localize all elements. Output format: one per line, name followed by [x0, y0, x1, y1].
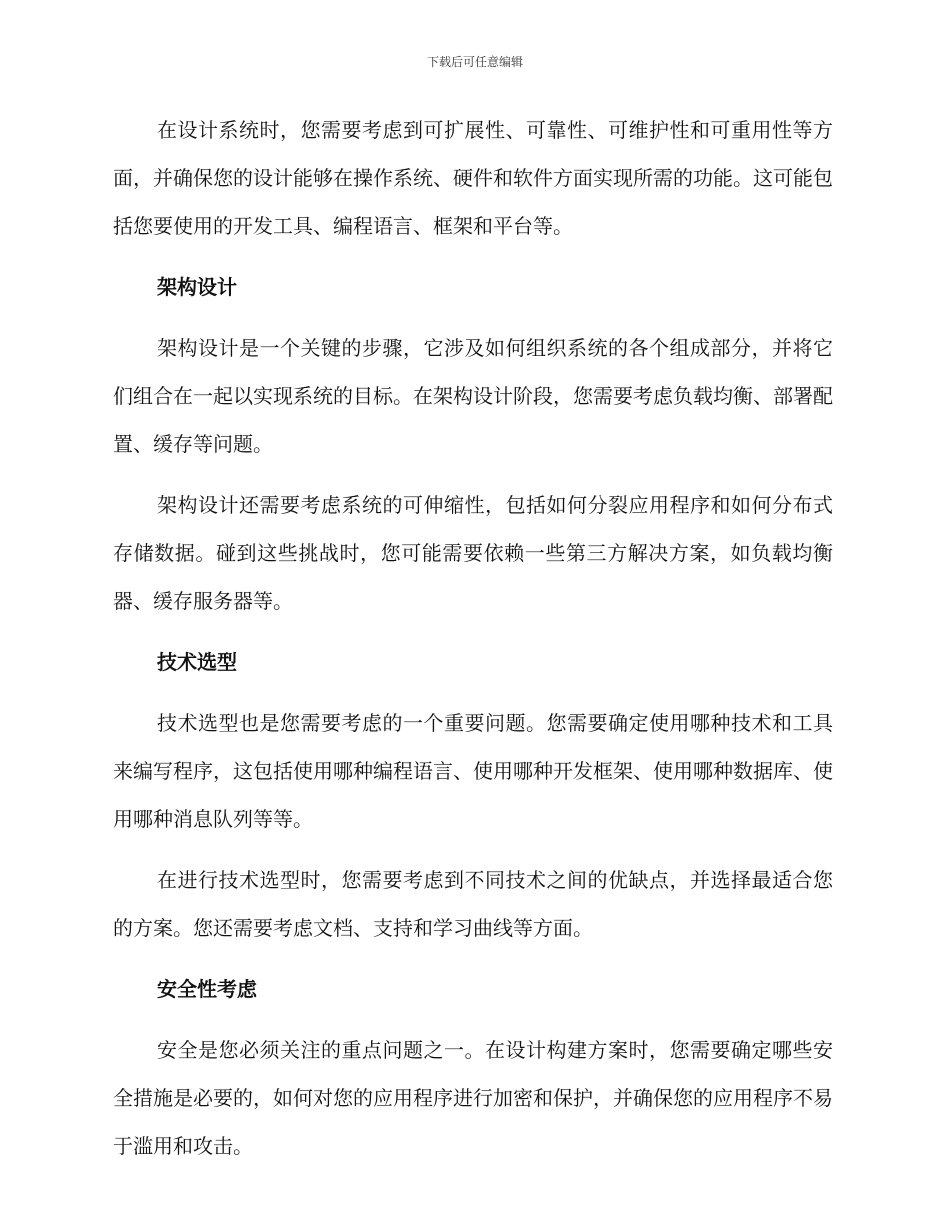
- document-body: [113, 106, 833, 1183]
- paragraph-architecture-scalability: 架构设计还需要考虑系统的可伸缩性，包括如何分裂应用程序和如何分布式存储数据。碰到这些挑战时，您可能需要依赖一些第三方解决方案，如负载均衡器、缓存服务器等。: [113, 493, 833, 613]
- paragraph-technology-tradeoffs: 在进行技术选型时，您需要考虑到不同技术之间的优缺点，并选择最适合您的方案。您还需要考虑文档、支持和学习曲线等方面。: [113, 868, 833, 940]
- heading-architecture-design: 架构设计: [157, 275, 237, 299]
- paragraph-architecture-intro: 架构设计是一个关键的步骤，它涉及如何组织系统的各个组成部分，并将它们组合在一起以实现系统的目标。在架构设计阶段，您需要考虑负载均衡、部署配置、缓存等问题。: [113, 336, 833, 456]
- paragraph-technology-intro: 技术选型也是您需要考虑的一个重要问题。您需要确定使用哪种技术和工具来编写程序，这包括使用哪种编程语言、使用哪种开发框架、使用哪种数据库、使用哪种消息队列等等。: [113, 711, 833, 831]
- page-header-note: 下载后可任意编辑: [426, 55, 523, 69]
- heading-technology-selection: 技术选型: [157, 650, 237, 674]
- paragraph-system-design: 在设计系统时，您需要考虑到可扩展性、可靠性、可维护性和可重用性等方面，并确保您的设计能够在操作系统、硬件和软件方面实现所需的功能。这可能包括您要使用的开发工具、编程语言、框架和平台等。: [113, 118, 833, 238]
- heading-security-considerations: 安全性考虑: [157, 977, 257, 1001]
- paragraph-security: 安全是您必须关注的重点问题之一。在设计构建方案时，您需要确定哪些安全措施是必要的，如何对您的应用程序进行加密和保护，并确保您的应用程序不易于滥用和攻击。: [113, 1038, 833, 1158]
